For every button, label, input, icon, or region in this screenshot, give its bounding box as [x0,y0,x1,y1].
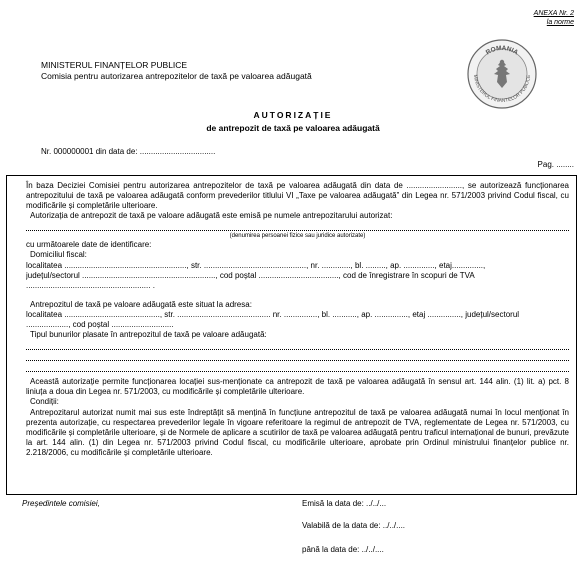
document-subtitle: de antrepozit de taxă pe valoarea adăugată [206,123,380,133]
fiscal-domicile-label: Domiciliul fiscal: [30,250,87,260]
goods-type-field-3[interactable] [26,362,569,372]
authorization-number: Nr. 000000001 din data de: .................................. [41,147,216,156]
goods-type-field-2[interactable] [26,351,569,361]
commission-name: Comisia pentru autorizarea antrepozitelor de taxă pe valoarea adăugată [41,71,312,81]
issue-date-field[interactable]: Emisă la data de: ../../... [302,499,387,508]
scope-paragraph: Această autorizație permite funcționarea locației sus-menționate ca antrepozit de taxă pe valoarea adăugată în sensul art. 144 alin. (1) lit. a) pct. 8 liniuța a doua din Legea nr. 571/2003, cu modificările și completările ulterioare. [26,377,569,397]
conditions-paragraph: Antrepozitarul autorizat numit mai sus este îndreptățit să mențină în funcțiune antrepozitul de taxă pe valoarea adăugată numai în locul menționat în prezenta autorizație, cu respectarea prevederilor legale în vigoare referitoare la regimul de antrepozit de TVA, reglementate de Legea nr. 571/2003, cu modificările și completările ulterioare, și de Normele de aplicare a scutirilor de taxă pe valoarea adăugată pentru traficul internațional de bunuri, prevăzute la art. 144 alin. (1) din Legea nr. 571/2003 privind Codul fiscal, cu modificările ulterioare, aprobate prin Ordinul ministrului finanțelor publice nr. 2.218/2006, cu modificările și completările ulterioare. [26,407,569,457]
holder-field-caption: (denumirea persoanei fizice sau juridice autorizate) [229,233,366,240]
ministry-seal-icon [466,38,538,110]
authorization-body [26,181,569,458]
issued-to-label: Autorizația de antrepozit de taxă pe valoare adăugată este emisă pe numele antrepozitarului autorizat: [30,211,393,221]
document-title: AUTORIZAȚIE [253,110,333,120]
annex-label [534,9,574,27]
warehouse-address-label: Antrepozitul de taxă pe valoare adăugată este situat la adresa: [30,299,252,309]
ministry-name: MINISTERUL FINANȚELOR PUBLICE [41,60,188,70]
annex-number: ANEXA Nr. 2 [533,10,574,17]
goods-type-field-1[interactable] [26,340,569,350]
warehouse-postal-line[interactable]: ..................., cod poștal ............................ [26,320,174,330]
goods-type-label: Tipul bunurilor plasate în antrepozitul de taxă pe valoare adăugată: [30,330,267,340]
decision-paragraph: În baza Deciziei Comisiei pentru autorizarea antrepozitelor de taxă pe valoarea adăugată din data de ........................., se autorizează funcționarea antrepozitului de taxă pe valoarea adăugată conform prevederilor titlului VI „Taxe pe valoarea adăugată” din Legea nr. 571/2003 privind Codul fiscal, cu modificările și completările ulterioare. [26,181,569,211]
annex-reference: la norme [546,19,574,26]
commission-president-label: Președintele comisiei, [22,499,100,508]
vat-code-line[interactable]: ........................................................ . [26,280,155,290]
seal-bottom-text: MINISTERUL FINANTELOR PUBLICE [471,74,533,105]
issuer-block [41,60,312,82]
domicile-county-line[interactable]: județul/sectorul ............................................................, cod poștal ...................................., cod de înregistrare în scopuri de TVA [26,270,475,280]
warehouse-locality-line[interactable]: localitatea ..........................................., str. .......................................... nr. ..............., bl. ..........., ap. ..............., etaj ..............., județul/sectorul [26,309,520,319]
authorized-holder-field[interactable] [26,221,569,231]
identification-label: cu următoarele date de identificare: [26,240,152,250]
valid-until-field[interactable]: până la data de: ../../.... [302,545,384,554]
page-number: Pag. ........ [537,160,574,169]
valid-from-field[interactable]: Valabilă de la data de: ../../.... [302,521,406,530]
conditions-label: Condiții: [30,397,59,407]
seal-top-text: ROMANIA [484,44,520,57]
domicile-locality-line[interactable]: localitatea ......................................................., str. .............................................., nr. ............., bl. ........., ap. .............., etaj.............., [26,260,486,270]
